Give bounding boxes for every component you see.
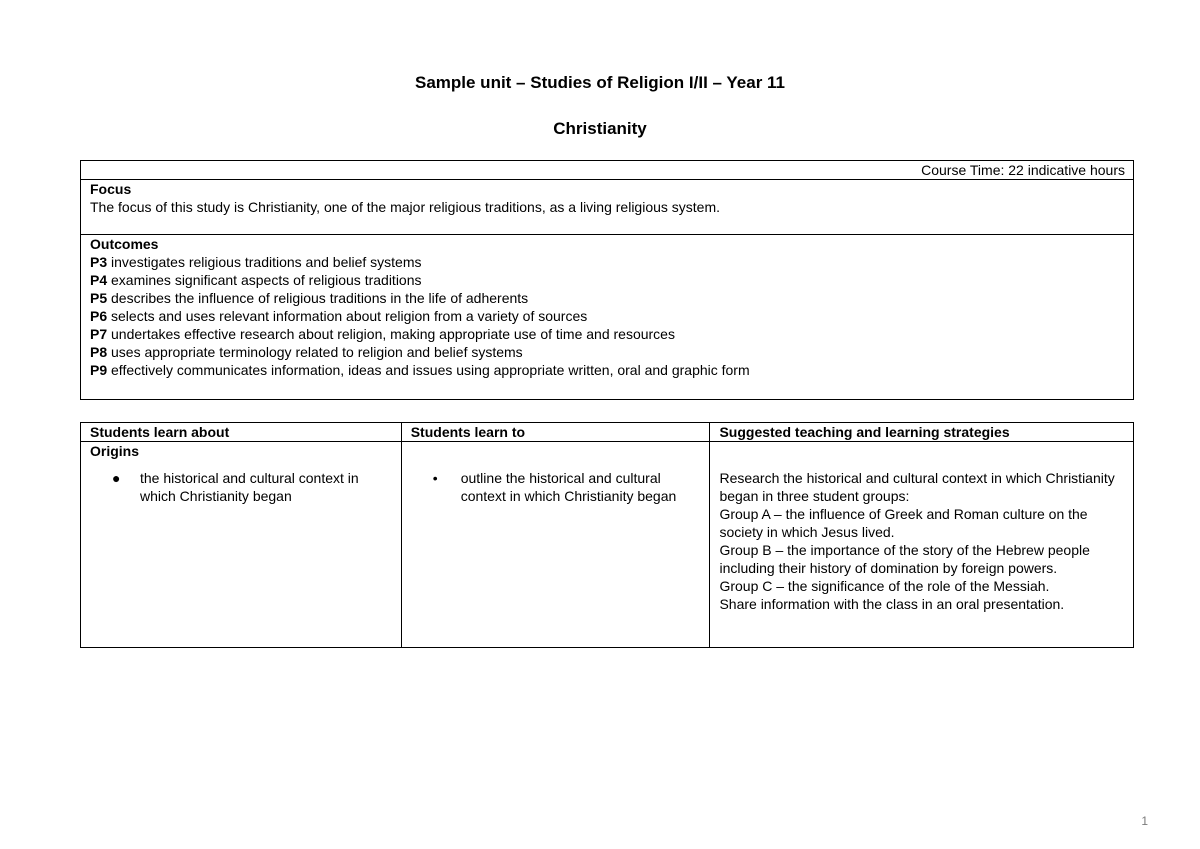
outcome-code: P7: [90, 326, 108, 342]
outcome-item: [90, 271, 1133, 289]
learn-about-text: the historical and cultural context in which Christianity began: [140, 470, 359, 504]
outcome-code: P9: [90, 362, 108, 378]
outcome-code: P8: [90, 344, 108, 360]
focus-text: The focus of this study is Christianity, one of the major religious traditions, as a living religious system.: [90, 199, 721, 215]
outcome-text: undertakes effective research about religion, making appropriate use of time and resources: [107, 326, 675, 342]
strategy-line: Group A – the influence of Greek and Roman culture on the society in which Jesus lived.: [719, 506, 1088, 540]
outcome-text: investigates religious traditions and belief systems: [107, 254, 422, 270]
outcome-text: uses appropriate terminology related to religion and belief systems: [107, 344, 523, 360]
outcome-text: effectively communicates information, ideas and issues using appropriate written, oral and graphic form: [107, 362, 750, 378]
outcome-text: examines significant aspects of religious traditions: [107, 272, 422, 288]
list-item: [90, 469, 401, 505]
header-learn-about: Students learn about: [81, 423, 402, 442]
document-subtitle: Christianity: [553, 119, 647, 138]
unit-info-table: [80, 160, 1134, 400]
learn-to-text: outline the historical and cultural context in which Christianity began: [460, 470, 677, 504]
strategy-line: Research the historical and cultural context in which Christianity began in three student groups:: [719, 470, 1115, 504]
outcome-item: [90, 361, 1133, 379]
list-item: [411, 469, 710, 505]
outcome-code: P4: [90, 272, 108, 288]
learn-to-cell: [401, 442, 710, 648]
header-strategies: Suggested teaching and learning strategies: [710, 423, 1134, 442]
outcome-item: [90, 307, 1133, 325]
page-number: 1: [1141, 814, 1148, 828]
strategy-line: Share information with the class in an oral presentation.: [719, 596, 1065, 612]
header-learn-to: Students learn to: [401, 423, 710, 442]
outcome-code: P5: [90, 290, 108, 306]
bullet-icon: ●: [112, 470, 121, 486]
learning-table: [80, 422, 1134, 648]
outcome-item: [90, 343, 1133, 361]
course-time: Course Time: 22 indicative hours: [81, 161, 1134, 180]
outcome-text: describes the influence of religious traditions in the life of adherents: [107, 290, 529, 306]
strategy-line: Group B – the importance of the story of the Hebrew people including their history of domination by foreign powers.: [719, 542, 1090, 576]
outcome-item: [90, 289, 1133, 307]
outcomes-label: Outcomes: [90, 236, 159, 252]
bullet-icon: •: [432, 470, 438, 486]
section-heading: Origins: [90, 443, 140, 459]
learn-about-cell: [81, 442, 402, 648]
strategies-cell: [710, 442, 1134, 648]
document-title: Sample unit – Studies of Religion I/II – Year 11: [414, 73, 786, 92]
strategies-text: [719, 469, 1133, 613]
outcomes-cell: [81, 235, 1134, 400]
outcome-text: selects and uses relevant information about religion from a variety of sources: [107, 308, 588, 324]
focus-label: Focus: [90, 181, 132, 197]
focus-cell: [81, 180, 1134, 235]
outcome-code: P3: [90, 254, 108, 270]
strategy-line: Group C – the significance of the role of the Messiah.: [719, 578, 1050, 594]
outcome-item: [90, 325, 1133, 343]
outcome-code: P6: [90, 308, 108, 324]
outcome-item: [90, 253, 1133, 271]
